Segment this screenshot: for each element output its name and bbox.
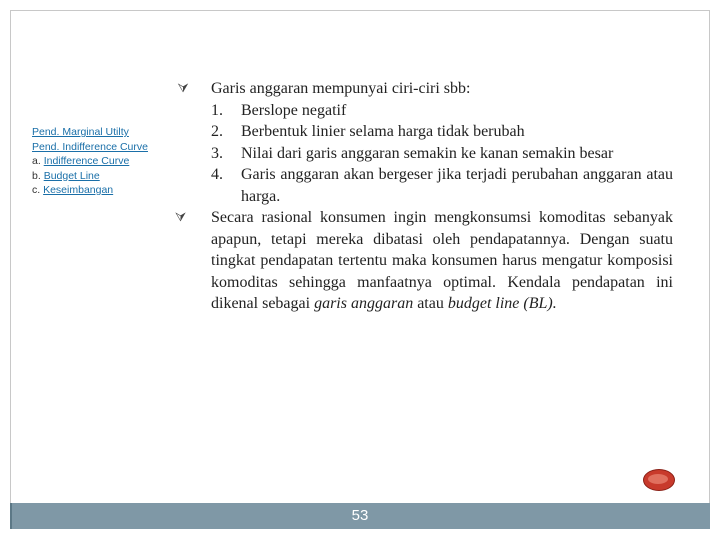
nav-prefix: c. [32,184,44,196]
nav-item-indifference-curve [32,154,172,169]
link-indifference-curve[interactable]: Indifference Curve [43,155,130,167]
next-button-highlight [648,474,668,484]
characteristics-list [211,100,673,208]
connector-text: atau [417,295,444,312]
page-number: 53 [351,507,369,524]
term-garis-anggaran: garis anggaran [314,295,414,312]
nav-item-indifference-curve-approach [32,140,172,155]
nav-item-keseimbangan [32,183,172,198]
list-item [211,143,673,165]
link-marginal-utility[interactable]: Pend. Marginal Utilty [32,126,129,138]
list-number: 3. [211,144,223,162]
term-budget-line: budget line (BL). [447,295,557,312]
list-text: Berslope negatif [241,101,347,119]
check-arrow-icon: ⮛ [175,210,187,225]
list-item [211,100,673,122]
bullet-rational-consumer [175,207,673,315]
link-budget-line[interactable]: Budget Line [43,169,100,182]
list-text: Nilai dari garis anggaran semakin ke kanan semakin besar [241,144,614,162]
link-indifference-curve-approach[interactable]: Pend. Indifference Curve [32,140,148,153]
nav-item-budget-line [32,169,172,184]
link-keseimbangan[interactable]: Keseimbangan [43,184,114,196]
footer-edge [10,503,12,529]
bullet-intro: Garis anggaran mempunyai ciri-ciri sbb: [211,80,471,97]
slide-content [175,78,673,315]
nav-item-marginal-utility [32,125,172,140]
next-slide-button[interactable] [643,469,675,491]
list-item [211,121,673,143]
list-number: 2. [211,123,223,140]
list-text: Garis anggaran akan bergeser jika terjadi perubahan anggaran atau harga. [241,166,673,205]
paragraph-text: Secara rasional konsumen ingin mengkonsumsi komoditas sebanyak apapun, tetapi mereka dibatasi oleh pendapatannya. Dengan suatu tingkat pendapatan tertentu maka konsumen harus mengatur komposisi komoditas sehingga manfaatnya optimal. Kendala pendapatan ini dikenal sebagai [211,209,673,312]
check-arrow-icon: ⮛ [177,81,189,96]
nav-prefix: b. [32,169,44,182]
list-item [211,164,673,207]
list-number: 4. [211,166,223,183]
list-number: 1. [211,101,223,119]
bullet-budget-line-characteristics [175,78,673,207]
nav-prefix: a. [32,155,44,167]
sidebar-nav [32,125,172,198]
list-text: Berbentuk linier selama harga tidak berubah [241,123,525,140]
